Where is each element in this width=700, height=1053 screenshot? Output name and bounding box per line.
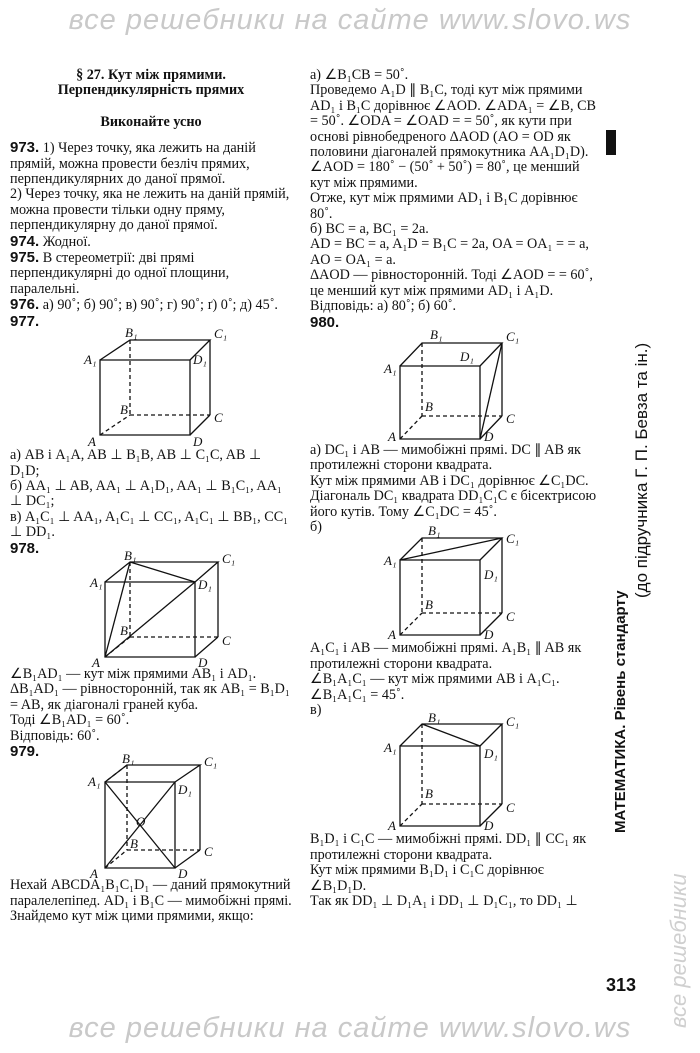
svg-text:C: C (214, 410, 223, 426)
svg-text:C₁: C₁ (506, 714, 520, 730)
svg-text:B₁: B₁ (122, 751, 135, 767)
problem-973-part2: 2) Через точку, яка не лежить на даній прямій, можна провести тільки одну пряму, перпендикулярну до даної прямої. (10, 186, 290, 234)
problem-977-answer-b: б) AA₁ ⊥ AB, AA₁ ⊥ A₁D₁, AA₁ ⊥ B₁C₁, AA₁ ⊥ DC₁; (10, 477, 282, 510)
svg-text:B: B (425, 597, 433, 613)
svg-text:O: O (136, 814, 146, 830)
problem-980-number: 980. (310, 313, 340, 331)
solution-980-b-label: б) (310, 518, 322, 535)
left-column (10, 68, 292, 925)
problem-977-number: 977. (10, 312, 40, 330)
svg-text:D: D (193, 434, 203, 450)
sidebar-main-title: МАТЕМАТИКА. Рівень стандарту (612, 590, 629, 833)
solution-980-b-angle: ∠B₁A₁C₁ — кут між прямими AB і A₁C₁. (310, 671, 560, 688)
problem-974: 974. Жодної. (10, 232, 91, 250)
right-column (310, 68, 600, 909)
problem-973-part1: 973. 1) Через точку, яка лежить на даній прямій, можна провести безліч прямих, перпендикулярних до даної прямої. (10, 139, 256, 188)
figure-980-b-cube (310, 523, 600, 643)
svg-text:B: B (120, 402, 128, 418)
svg-text:C₁: C₁ (222, 550, 236, 566)
svg-text:C₁: C₁ (506, 328, 520, 344)
solution-979-answer: Відповідь: а) 80˚; б) 60˚. (310, 298, 457, 315)
solution-979-b-text: AD = BC = a, A₁D = B₁C = 2a, OA = OA₁ = = a, AO = OA₁ = a. (310, 236, 589, 268)
svg-text:C₁: C₁ (204, 754, 218, 770)
sidebar-subtitle: (до підручника Г. П. Бевза та ін.) (632, 342, 651, 598)
solution-979-b-given: б) BC = a, BC₁ = 2a. (310, 221, 429, 238)
svg-text:B: B (130, 836, 138, 852)
solution-980-c-label: в) (310, 701, 322, 718)
svg-text:A: A (90, 866, 98, 882)
page-number: 313 (606, 975, 637, 995)
svg-text:B₁: B₁ (428, 710, 441, 726)
solution-979-b-angle: ΔAOD — рівносторонній. Тоді ∠AOD = = 60˚, це менший кут між прямими AD₁ і A₁D. (310, 267, 593, 299)
svg-text:D: D (484, 627, 494, 643)
solution-979-a-text: Проведемо A₁D ∥ B₁C, тоді кут між прямими AD₁ і B₁C дорівнює ∠AOD. ∠ADA₁ = ∠B, CB = 50˚. ∠ODA = ∠OAD = = 50˚, як кути при основі рівнобедреного ΔAOD (AO = OD як половини діагоналей прямокутника AA₁D₁D). (310, 82, 597, 161)
svg-text:D₁: D₁ (198, 576, 212, 592)
problem-979-number: 979. (10, 742, 40, 760)
svg-text:A₁: A₁ (88, 774, 101, 790)
svg-text:D₁: D₁ (484, 746, 498, 762)
figure-980-a-cube (310, 326, 600, 444)
svg-text:D₁: D₁ (178, 782, 192, 798)
solution-979-a-given: а) ∠B₁CB = 50˚. (310, 67, 409, 83)
svg-text:B₁: B₁ (124, 547, 137, 563)
solution-980-c-proof: Так як DD₁ ⊥ D₁A₁ і DD₁ ⊥ D₁C₁, то DD₁ ⊥ (310, 893, 578, 909)
svg-text:C₁: C₁ (506, 531, 520, 547)
solution-980-a-conclusion: Діагональ DC₁ квадрата DD₁C₁C є бісектрисою його кутів. Тому ∠C₁DC = 45˚. (310, 488, 597, 520)
svg-text:C: C (506, 800, 515, 816)
svg-text:A₁: A₁ (384, 553, 397, 569)
svg-text:A₁: A₁ (90, 574, 103, 590)
svg-text:D: D (198, 654, 208, 670)
svg-text:D: D (484, 818, 494, 834)
svg-text:B: B (425, 786, 433, 802)
solution-979-a-conclusion: Отже, кут між прямими AD₁ і B₁C дорівнює 80˚. (310, 190, 578, 222)
svg-text:A: A (88, 434, 96, 450)
problem-976: 976. а) 90˚; б) 90˚; в) 90˚; г) 90˚; ґ) 0˚; д) 45˚. (10, 296, 278, 314)
problem-978-text3: Тоді ∠B₁AD₁ = 60˚. (10, 712, 130, 729)
svg-text:D₁: D₁ (484, 567, 498, 583)
problem-978-text1: ∠B₁AD₁ — кут між прямими AB₁ і AD₁. (10, 665, 257, 682)
section-subtitle: Перпендикулярність прямих (57, 82, 245, 99)
svg-text:B₁: B₁ (125, 325, 138, 341)
problem-978-answer: Відповідь: 60˚. (10, 727, 100, 744)
svg-text:B: B (425, 398, 433, 414)
problem-977-answer-a: а) AB і A₁A, AB ⊥ B₁B, AB ⊥ C₁C, AB ⊥ D₁D; (10, 447, 262, 479)
watermark-bottom: все решебники на сайте www.slovo.ws (68, 1012, 632, 1044)
problem-979-text: Нехай ABCDA₁B₁C₁D₁ — даний прямокутний паралелепіпед. AD₁ і B₁C — мимобіжні прямі. Знайдемо кут між цими прямими, якщо: (10, 877, 292, 925)
svg-text:A: A (388, 428, 396, 444)
svg-text:C: C (506, 410, 515, 426)
svg-text:A: A (92, 654, 100, 670)
sidebar (606, 118, 700, 1053)
solution-980-a-angle: Кут між прямими AB і DC₁ дорівнює ∠C₁DC. (310, 472, 589, 489)
svg-text:C₁: C₁ (214, 326, 228, 342)
sidebar-ghost-watermark: все решебники (666, 873, 691, 1028)
problem-977-answer-c: в) A₁C₁ ⊥ AA₁, A₁C₁ ⊥ CC₁, A₁C₁ ⊥ BB₁, CC₁ ⊥ DD₁. (10, 508, 289, 541)
solution-980-b-value: ∠B₁A₁C₁ = 45˚. (310, 686, 405, 703)
svg-text:D: D (178, 866, 188, 882)
svg-text:A₁: A₁ (384, 360, 397, 376)
problem-975: 975. В стереометрії: дві прямі перпендикулярні до одної площини, паралельні. (10, 249, 230, 297)
svg-text:B₁: B₁ (428, 523, 441, 539)
svg-text:D: D (484, 428, 494, 444)
svg-text:C: C (204, 844, 213, 860)
figure-980-c-cube (310, 710, 600, 834)
svg-text:D₁: D₁ (460, 348, 474, 364)
solution-980-a-text: а) DC₁ і AB — мимобіжні прямі. DC ∥ AB як протилежні сторони квадрата. (310, 441, 581, 474)
solution-980-b-text: A₁C₁ і AB — мимобіжні прямі. A₁B₁ ∥ AB як протилежні сторони квадрата. (310, 640, 582, 672)
svg-text:A₁: A₁ (84, 352, 97, 368)
svg-text:B: B (120, 622, 128, 638)
svg-text:C: C (222, 632, 231, 648)
svg-text:A: A (388, 818, 396, 834)
problem-973-number: 973. (10, 139, 40, 157)
watermark-top: все решебники на сайте www.slovo.ws (68, 4, 632, 36)
svg-text:A: A (388, 627, 396, 643)
svg-text:A₁: A₁ (384, 740, 397, 756)
oral-heading: Виконайте усно (100, 113, 202, 130)
svg-text:C: C (506, 609, 515, 625)
solution-979-a-angle: ∠AOD = 180˚ − (50˚ + 50˚) = 80˚, це менший кут між прямими. (310, 159, 580, 191)
figure-977-cube (10, 325, 292, 450)
problem-978-text2: ΔB₁AD₁ — рівносторонній, так як AB₁ = B₁D₁ = AB, як діагоналі граней куба. (10, 681, 290, 713)
svg-text:D₁: D₁ (193, 352, 207, 368)
solution-980-c-angle: Кут між прямими B₁D₁ і C₁C дорівнює ∠B₁D₁D. (310, 862, 544, 894)
svg-text:B₁: B₁ (430, 326, 443, 342)
solution-980-c-text: B₁D₁ і C₁C — мимобіжні прямі. DD₁ ∥ CC₁ як протилежні сторони квадрата. (310, 831, 587, 863)
problem-978-number: 978. (10, 539, 40, 557)
section-title: § 27. Кут між прямими. (76, 67, 226, 83)
